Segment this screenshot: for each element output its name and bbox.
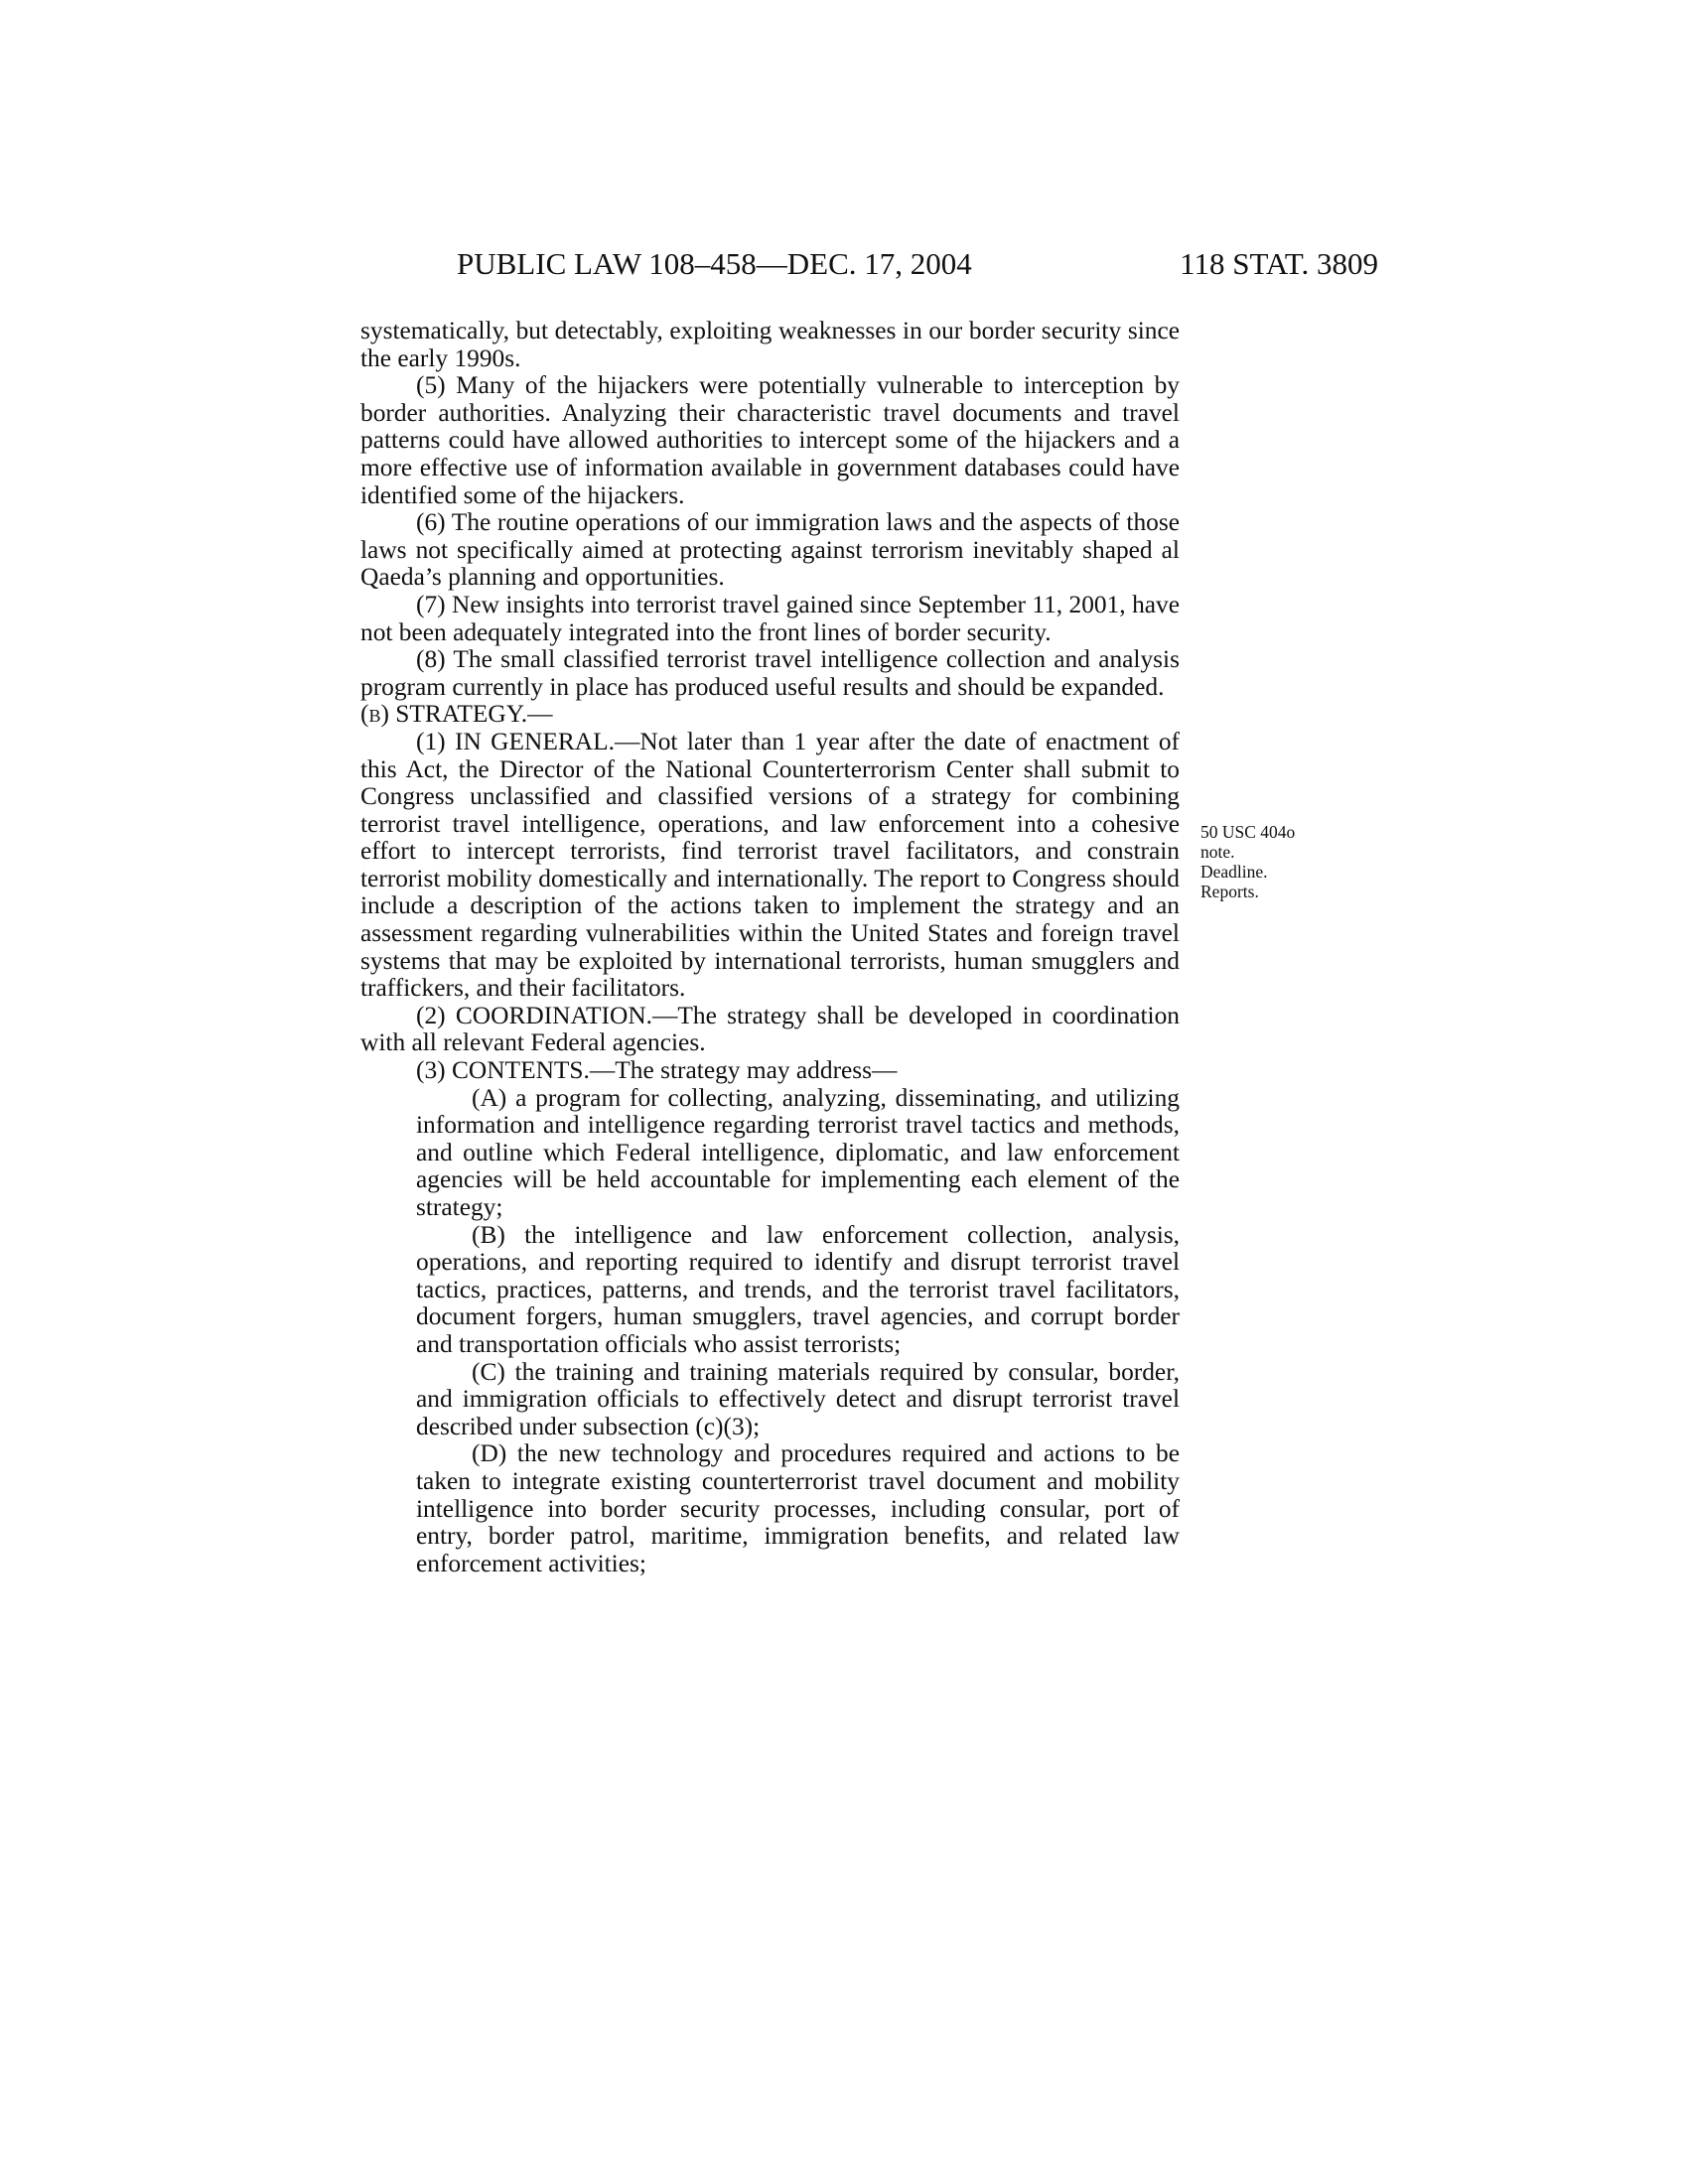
law-title: PUBLIC LAW 108–458—DEC. 17, 2004 [457,246,972,281]
subsection-b3-text: The strategy may address— [615,1056,898,1085]
subsection-b2-text: The strategy shall be developed in coordination with all relevant Federal agencies. [360,1001,1180,1057]
subsection-b1-label: (1) IN GENERAL.— [416,727,640,755]
clause-c: (C) the training and training materials required by consular, border, and immigration officials to effectively detect and disrupt terrorist travel described under subsection (c)(3); [416,1357,1180,1440]
paragraph-8: (8) The small classified terrorist travel intelligence collection and analysis program currently in place has produced useful results and should be expanded. [360,645,1180,701]
body-text [360,318,1180,1577]
clause-b: (B) the intelligence and law enforcement collection, analysis, operations, and reporting required to identify and disrupt terrorist travel tactics, practices, patterns, and trends, and the terrorist travel facilitators, document forgers, human smugglers, travel agencies, and corrupt border and transportation officials who assist terrorists; [416,1220,1180,1358]
paragraph-5: (5) Many of the hijackers were potentially vulnerable to interception by border authorities. Analyzing their characteristic travel documents and travel patterns could have allowed authorities to intercept some of the hijackers and a more effective use of information available in government databases could have identified some of the hijackers. [360,371,1180,509]
margin-tag-deadline: Deadline. [1200,862,1268,882]
subsection-b1-text: Not later than 1 year after the date of enactment of this Act, the Director of the National Counterterrorism Center shall submit to Congress unclassified and classified versions of a strategy for combining terrorist travel intelligence, operations, and law enforcement into a cohesive effort to intercept terrorists, find terrorist travel facilitators, and constrain terrorist mobility domestically and internationally. The report to Congress should include a description of the actions taken to implement the strategy and an assessment regarding vulnerabilities within the United States and foreign travel systems that may be exploited by international terrorists, human smugglers and traffickers, and their facilitators. [360,727,1180,1003]
subsection-b1 [360,729,1180,1003]
subsection-b3-label: (3) CONTENTS.— [416,1056,616,1085]
subsection-b-label: (b) STRATEGY.— [360,700,553,729]
margin-citation-note: note. [1200,842,1235,862]
subsection-b3 [360,1057,1180,1085]
clause-d: (D) the new technology and procedures required and actions to be taken to integrate existing counterterrorist travel document and mobility intelligence into border security processes, including consular, port of entry, border patrol, maritime, immigration benefits, and related law enforcement activities; [416,1439,1180,1577]
margin-note [1200,822,1359,901]
paragraph-continuation: systematically, but detectably, exploiting weaknesses in our border security since the early 1990s. [360,317,1180,372]
margin-citation: 50 USC 404o [1200,822,1296,842]
subsection-b2-label: (2) COORDINATION.— [416,1001,678,1029]
margin-tag-reports: Reports. [1200,882,1259,901]
paragraph-6: (6) The routine operations of our immigration laws and the aspects of those laws not specifically aimed at protecting against terrorism inevitably shaped al Qaeda’s planning and opportunities. [360,508,1180,592]
subsection-b2 [360,1003,1180,1057]
subsection-b-heading [360,701,1180,729]
clause-a: (A) a program for collecting, analyzing, disseminating, and utilizing information and intelligence regarding terrorist travel tactics and methods, and outline which Federal intelligence, diplomatic, and law enforcement agencies will be held accountable for implementing each element of the strategy; [416,1083,1180,1221]
paragraph-7: (7) New insights into terrorist travel gained since September 11, 2001, have not been adequately integrated into the front lines of border security. [360,590,1180,646]
page-number: 118 STAT. 3809 [1180,246,1378,281]
